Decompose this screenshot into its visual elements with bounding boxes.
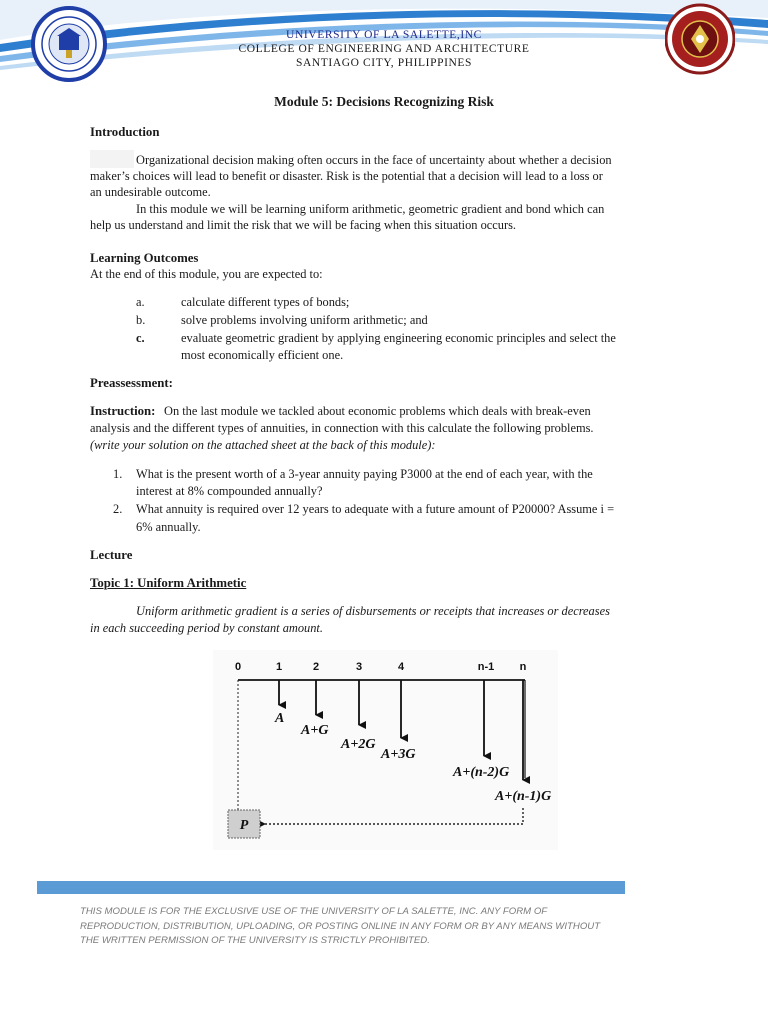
outcome-marker: b. <box>136 313 146 327</box>
intro-paragraph-line: In this module we will be learning uniform arithmetic, geometric gradient and bond which can <box>136 202 605 216</box>
definition-line: in each succeeding period by constant amount. <box>90 621 323 635</box>
learning-outcomes-heading: Learning Outcomes <box>90 251 199 265</box>
outcome-marker: c. <box>136 331 145 345</box>
footer-line: REPRODUCTION, DISTRIBUTION, UPLOADING, OR POSTING ONLINE IN ANY FORM OR BY ANY MEANS WITHOUT <box>80 920 601 932</box>
period-label: 0 <box>234 661 242 673</box>
instruction-note: (write your solution on the attached sheet at the back of this module): <box>90 438 436 452</box>
intro-paragraph-line: maker’s choices will lead to benefit or disaster. Risk is the potential that a decision will lead to a loss or <box>90 169 603 183</box>
intro-paragraph-line: Organizational decision making often occurs in the face of uncertainty about whether a decision <box>136 153 612 167</box>
footer-bar <box>37 881 625 894</box>
university-location: SANTIAGO CITY, PHILIPPINES <box>295 57 473 69</box>
period-label: n <box>519 661 527 673</box>
problem-text: What annuity is required over 12 years to adequate with a future amount of P20000? Assume i = <box>136 502 615 516</box>
problem-text: What is the present worth of a 3-year annuity paying P3000 at the end of each year, with the <box>136 467 593 481</box>
outcome-text: calculate different types of bonds; <box>181 295 350 309</box>
problem-number: 2. <box>113 502 123 516</box>
intro-paragraph-line: an undesirable outcome. <box>90 185 211 199</box>
footer-notice <box>80 905 640 949</box>
amount-label: A+(n-1)G <box>495 789 552 804</box>
period-label: n-1 <box>477 661 495 673</box>
amount-label: A+2G <box>341 737 376 752</box>
outcome-text: solve problems involving uniform arithmetic; and <box>181 313 428 327</box>
instruction-label: Instruction: <box>90 404 156 418</box>
amount-label: A+(n-2)G <box>453 765 510 780</box>
instruction-line: analysis and the different types of annuities, in connection with this calculate the following problems. <box>90 421 594 435</box>
module-title: Module 5: Decisions Recognizing Risk <box>274 94 494 109</box>
instruction-line: On the last module we tackled about economic problems which deals with break-even <box>164 404 591 418</box>
amount-label: A+G <box>301 723 329 738</box>
period-label: 1 <box>275 661 283 673</box>
problem-number: 1. <box>113 467 123 481</box>
period-label: 4 <box>397 661 405 673</box>
learning-outcomes-lead: At the end of this module, you are expected to: <box>90 267 323 281</box>
problem-text: 6% annually. <box>136 520 201 534</box>
footer-line: THIS MODULE IS FOR THE EXCLUSIVE USE OF THE UNIVERSITY OF LA SALETTE, INC. ANY FORM OF <box>80 906 548 917</box>
footer-line: THE WRITTEN PERMISSION OF THE UNIVERSITY IS STRICTLY PROHIBITED. <box>80 935 430 946</box>
college-name: COLLEGE OF ENGINEERING AND ARCHITECTURE <box>238 43 530 55</box>
cash-flow-diagram <box>213 650 558 850</box>
period-label: 3 <box>355 661 363 673</box>
amount-label: A <box>275 711 285 726</box>
university-name: UNIVERSITY OF LA SALETTE,INC <box>286 29 482 41</box>
paragraph-indent-shade <box>90 150 134 168</box>
definition-line: Uniform arithmetic gradient is a series of disbursements or receipts that increases or decreases <box>136 604 610 618</box>
amount-label: A+3G <box>381 747 416 762</box>
lecture-heading: Lecture <box>90 548 133 562</box>
outcome-text: evaluate geometric gradient by applying engineering economic principles and select the <box>181 331 616 345</box>
problem-text: interest at 8% compounded annually? <box>136 484 323 498</box>
intro-paragraph-line: help us understand and limit the risk that we will be facing when this situation occurs. <box>90 218 517 232</box>
preassessment-heading: Preassessment: <box>90 376 173 390</box>
introduction-heading: Introduction <box>90 125 160 139</box>
present-worth-label: P <box>239 818 249 833</box>
topic-heading: Topic 1: Uniform Arithmetic <box>90 576 247 590</box>
outcome-text-continued: most economically efficient one. <box>181 348 344 362</box>
period-label: 2 <box>312 661 320 673</box>
outcome-marker: a. <box>136 295 145 309</box>
